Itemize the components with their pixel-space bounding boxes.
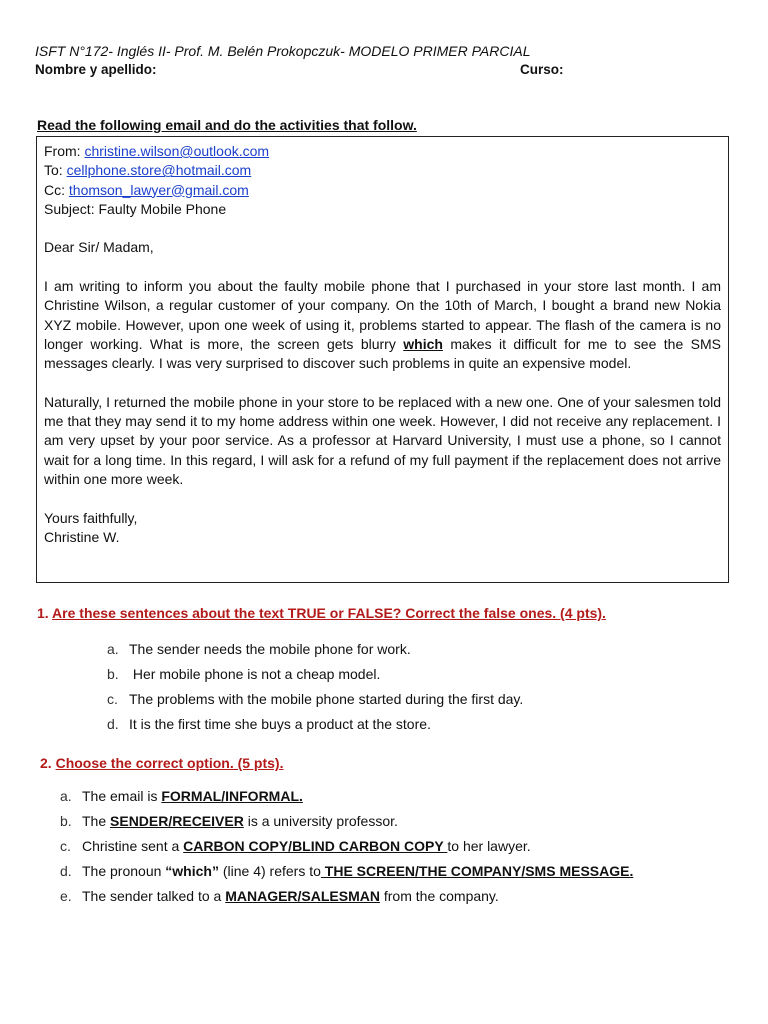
list-item: c. Christine sent a CARBON COPY/BLIND CARBON COPY to her lawyer. [60,838,531,854]
exam-header: ISFT N°172- Inglés II- Prof. M. Belén Prokopczuk- MODELO PRIMER PARCIAL [35,43,531,59]
question-1-list [107,640,523,740]
student-fields [35,62,564,77]
from-address-link[interactable]: christine.wilson@outlook.com [84,143,270,159]
list-item: c. The problems with the mobile phone started during the first day. [107,691,524,707]
email-greeting: Dear Sir/ Madam, [44,239,154,256]
list-item: e. The sender talked to a MANAGER/SALESMAN from the company. [60,888,499,904]
question-1-title: 1. Are these sentences about the text TRUE or FALSE? Correct the false ones. (4 pts). [37,605,606,621]
reading-instruction: Read the following email and do the activities that follow. [37,117,417,133]
list-item: d. It is the first time she buys a product at the store. [107,716,431,732]
list-item: b. Her mobile phone is not a cheap model. [107,666,381,682]
course-label: Curso: [520,62,564,77]
email-cc: Cc: thomson_lawyer@gmail.com [44,181,249,198]
list-item: d. The pronoun “which” (line 4) refers to THE SCREEN/THE COMPANY/SMS MESSAGE. [60,863,634,879]
email-signature: Christine W. [44,528,120,545]
email-to: To: cellphone.store@hotmail.com [44,162,252,179]
email-paragraph-1: I am writing to inform you about the faulty mobile phone that I purchased in your store last month. I am Christine Wilson, a regular customer of your company. On the 10th of March, I bought a brand new Nokia XYZ mobile. However, upon one week of using it, problems started to appear. The flash of the camera is no longer working. What is more, the screen gets blurry which makes it difficult for me to see the SMS messages clearly. I was very surprised to discover such problems in quite an expensive model. [44,278,721,372]
email-subject: Subject: Faulty Mobile Phone [44,200,227,217]
list-item: a. The sender needs the mobile phone for work. [107,641,411,657]
email-closing: Yours faithfully, [44,509,138,526]
list-item: b. The SENDER/RECEIVER is a university professor. [60,813,398,829]
name-label: Nombre y apellido: [35,62,157,77]
cc-address-link[interactable]: thomson_lawyer@gmail.com [68,181,249,198]
question-2-list [60,787,633,912]
list-item: a. The email is FORMAL/INFORMAL. [60,788,303,804]
email-box [36,136,729,583]
question-2-title: 2. Choose the correct option. (5 pts). [40,755,284,771]
email-from: From: christine.wilson@outlook.com [44,143,270,159]
highlighted-word-which: which [403,335,443,352]
email-paragraph-2: Naturally, I returned the mobile phone in your store to be replaced with a new one. One of your salesmen told me that they may send it to my home address within one week. However, I did not receive any replacement. I am very upset by your poor service. As a professor at Harvard University, I must use a phone, so I cannot wait for a long time. In this regard, I will ask for a refund of my full payment if the replacement does not arrive within one more week. [44,393,721,488]
to-address-link[interactable]: cellphone.store@hotmail.com [66,162,252,179]
